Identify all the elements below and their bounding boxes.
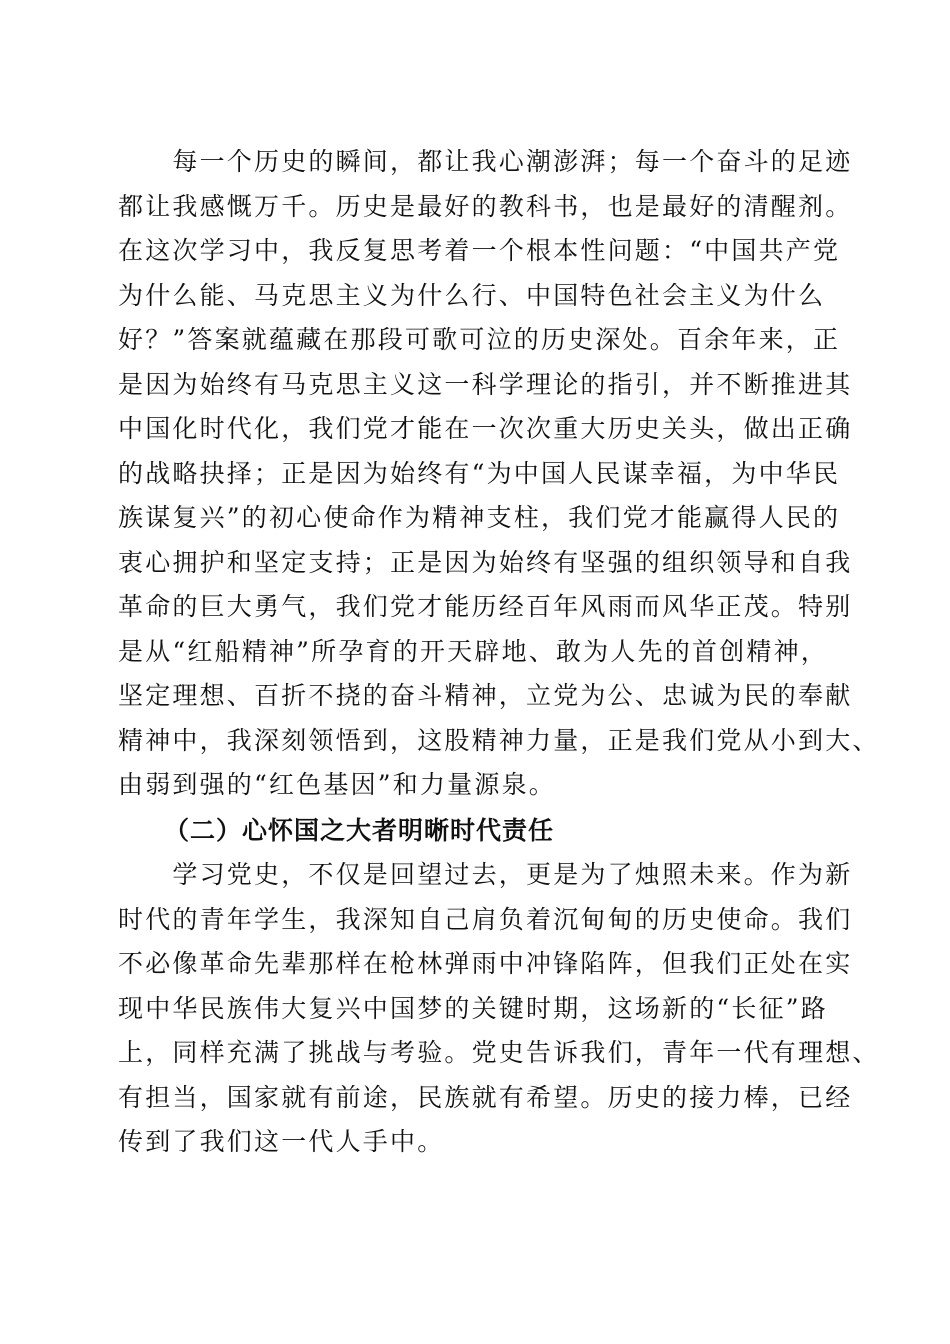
text-line: 中国化时代化，我们党才能在一次次重大历史关头，做出正确	[118, 414, 853, 443]
text-line: 上，同样充满了挑战与考验。党史告诉我们，青年一代有理想、	[118, 1038, 880, 1067]
text-line: 是因为始终有马克思主义这一科学理论的指引，并不断推进其	[118, 369, 853, 399]
text-line: 时代的青年学生，我深知自己肩负着沉甸甸的历史使命。我们	[118, 904, 853, 934]
text-line: 都让我感慨万千。历史是最好的教科书，也是最好的清醒剂。	[118, 191, 853, 221]
section-heading: （二）心怀国之大者明晰时代责任	[164, 816, 555, 845]
text-line: 革命的巨大勇气，我们党才能历经百年风雨而风华正茂。特别	[118, 592, 853, 621]
text-line: 精神中，我深刻领悟到，这股精神力量，正是我们党从小到大、	[118, 725, 880, 755]
text-line: 现中华民族伟大复兴中国梦的关键时期，这场新的“长征”路	[118, 993, 828, 1023]
text-line: 在这次学习中，我反复思考着一个根本性问题：“中国共产党	[118, 236, 841, 265]
text-line: 衷心拥护和坚定支持；正是因为始终有坚强的组织领导和自我	[118, 547, 853, 577]
section-heading-block	[118, 809, 838, 854]
text-line: 有担当，国家就有前途，民族就有希望。历史的接力棒，已经	[118, 1082, 853, 1112]
text-line: 每一个历史的瞬间，都让我心潮澎湃；每一个奋斗的足迹	[118, 147, 853, 176]
text-line: 好？”答案就蕴藏在那段可歌可泣的历史深处。百余年来，正	[118, 325, 841, 354]
text-line: 坚定理想、百折不挠的奋斗精神，立党为公、忠诚为民的奉献	[118, 681, 853, 710]
text-line: 由弱到强的“红色基因”和力量源泉。	[118, 770, 556, 799]
text-line: 族谋复兴”的初心使命作为精神支柱，我们党才能赢得人民的	[118, 503, 841, 532]
text-line: 学习党史，不仅是回望过去，更是为了烛照未来。作为新	[118, 860, 853, 889]
text-line: 为什么能、马克思主义为什么行、中国特色社会主义为什么	[118, 280, 826, 310]
text-line: 不必像革命先辈那样在枪林弹雨中冲锋陷阵，但我们正处在实	[118, 949, 853, 978]
paragraph-history-reflection	[118, 140, 880, 808]
text-line: 传到了我们这一代人手中。	[118, 1127, 445, 1156]
text-line: 的战略抉择；正是因为始终有“为中国人民谋幸福，为中华民	[118, 458, 841, 488]
text-line: 是从“红船精神”所孕育的开天辟地、敢为人先的首创精神，	[118, 636, 828, 666]
paragraph-era-responsibility	[118, 853, 880, 1165]
